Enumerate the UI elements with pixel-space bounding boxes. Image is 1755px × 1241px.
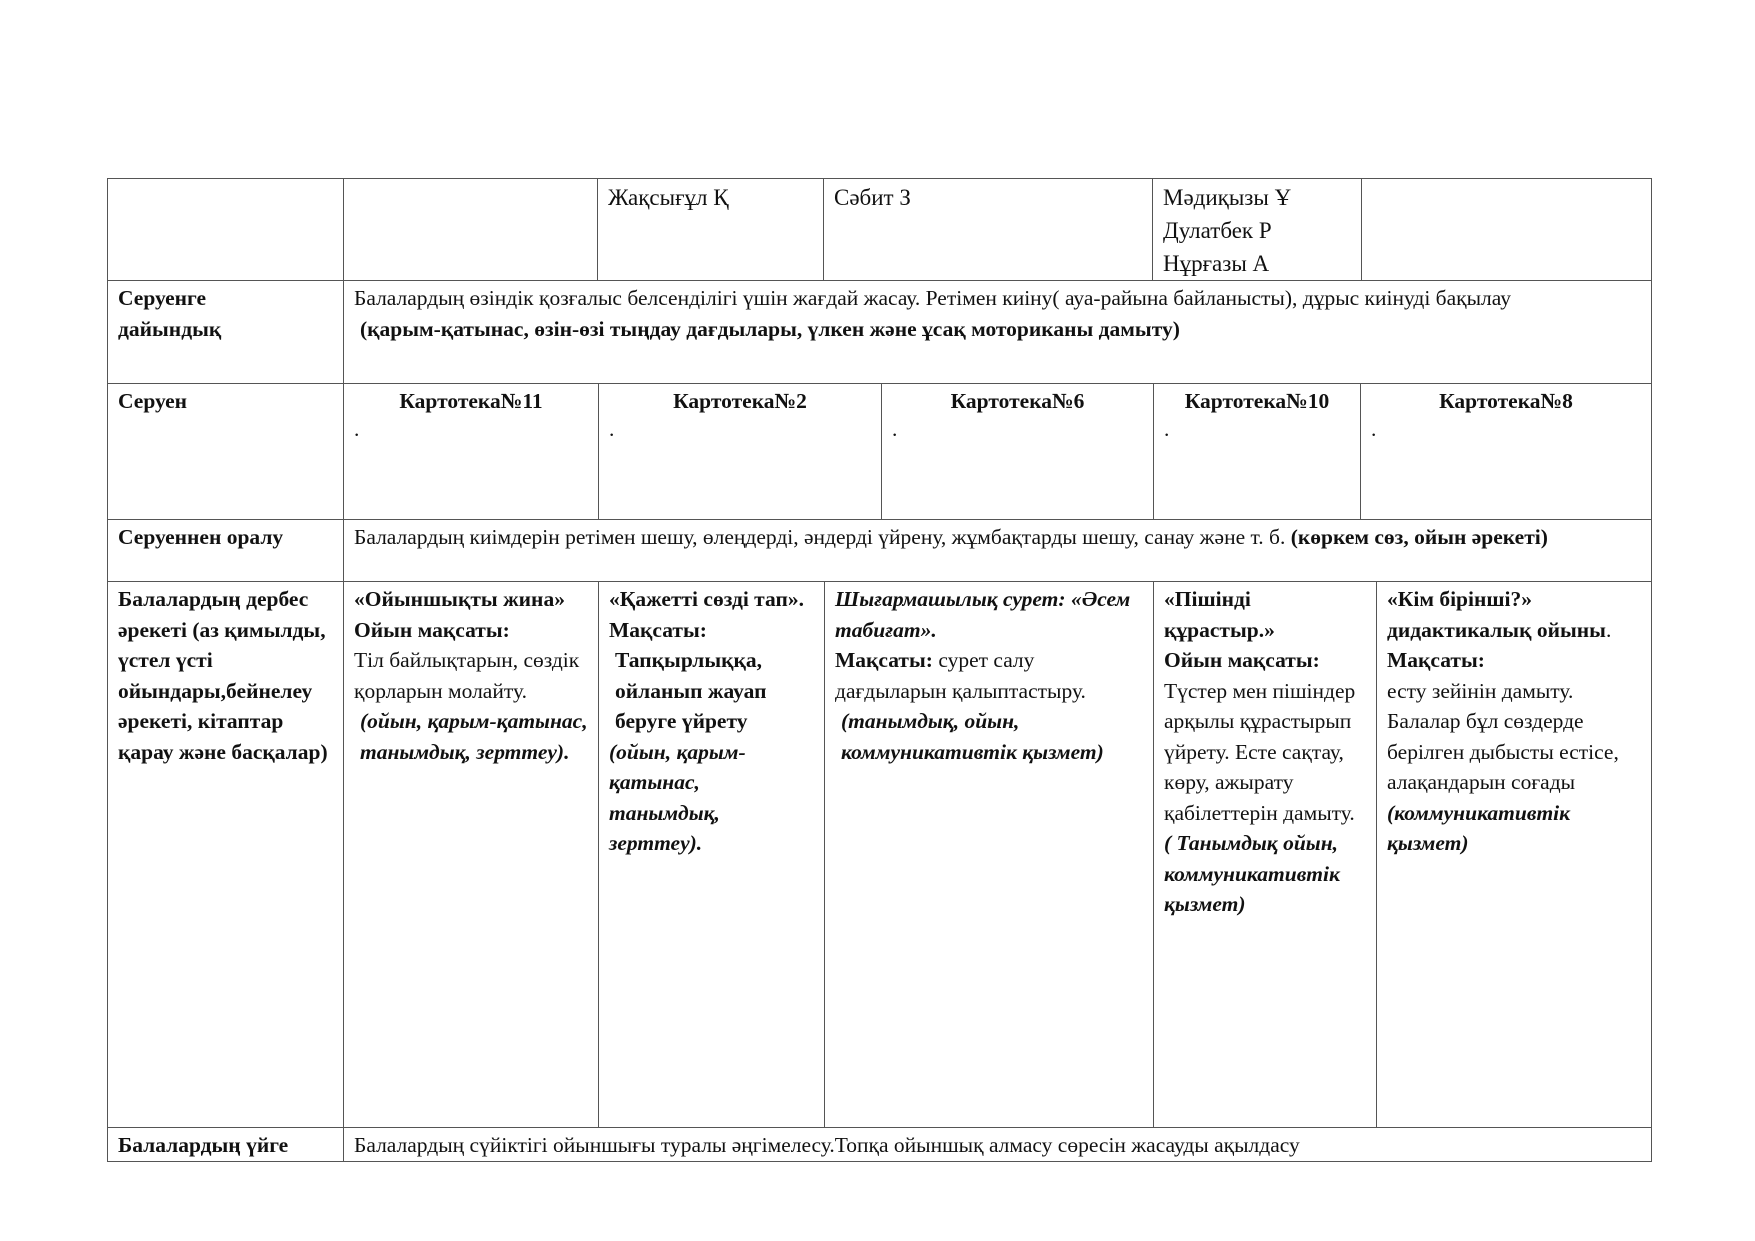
activity-card: «Пішінді құрастыр.» Ойын мақсаты: Түстер мен пішіндер арқылы құрастырып үйрету. Есте сақтау, көру, ажырату қабілеттерін дамыту. ( Танымдық ойын, коммуникативтік қызмет) <box>1153 582 1376 1127</box>
preparation-note: (қарым-қатынас, өзін-өзі тыңдау дағдылары, үлкен және ұсақ моториканы дамыту) <box>360 316 1180 341</box>
walk-card: Картотека№8 . <box>1360 384 1651 519</box>
activity-card: «Қажетті сөзді тап». Мақсаты: Тапқырлыққа, ойланып жауап беруге үйрету (ойын, қарым-қатынас, танымдық, зерттеу). <box>598 582 824 1127</box>
row-label: Балалардың дербес әрекеті (аз қимылды, үстел үсті ойындары,бейнелеу әрекеті, кітаптар қарау және басқалар) <box>108 582 344 1128</box>
independent-cards <box>344 582 1652 1128</box>
return-row <box>108 520 1652 582</box>
name-cell <box>824 179 1153 281</box>
row-label: Серуен <box>108 384 344 520</box>
walk-card: Картотека№11 . <box>354 389 543 441</box>
home-text: Балалардың сүйіктігі ойыншығы туралы әңгімелесу.Топқа ойыншық алмасу сөресін жасауды ақылдасу <box>344 1128 1652 1162</box>
return-text: Балалардың киімдерін ретімен шешу, өлеңдерді, әндерді үйрену, жұмбақтарды шешу, санау және т. б. <box>354 525 1286 549</box>
child-name: Дулатбек Р <box>1163 218 1272 243</box>
activity-card: Шығармашылық сурет: «Әсем табиғат». Мақсаты: сурет салу дағдыларын қалыптастыру. (танымдық, ойын, коммуникативтік қызмет) <box>824 582 1153 1127</box>
walk-row <box>108 384 1652 520</box>
row-label: Серуеннен оралу <box>108 520 344 582</box>
walk-card: Картотека№10 . <box>1153 384 1360 519</box>
preparation-row <box>108 281 1652 384</box>
row-label: Балалардың үйге <box>108 1128 344 1162</box>
empty-cell <box>344 179 598 281</box>
child-name: Нұрғазы А <box>1163 251 1270 276</box>
walk-card: Картотека№2 . <box>598 384 881 519</box>
plan-table <box>107 178 1652 1162</box>
activity-card: «Ойыншықты жина» Ойын мақсаты: Тіл байлықтарын, сөздік қорларын молайту. (ойын, қарым-қатынас, танымдық, зерттеу). <box>354 587 588 764</box>
names-row <box>108 179 1652 281</box>
empty-cell <box>108 179 344 281</box>
preparation-content <box>344 281 1652 384</box>
return-note: (көркем сөз, ойын әрекеті) <box>1290 525 1548 549</box>
child-name: Жақсығұл Қ <box>608 185 729 210</box>
child-name: Сәбит З <box>834 185 911 210</box>
independent-row <box>108 582 1652 1128</box>
empty-cell <box>1362 179 1652 281</box>
child-name: Мәдиқызы Ұ <box>1163 185 1292 210</box>
activity-card: «Кім бірінші?» дидактикалық ойыны. Мақсаты: есту зейінін дамыту. Балалар бұл сөздерде берілген дыбысты естісе, алақандарын соғады (коммуникативтік қызмет) <box>1376 582 1651 1127</box>
name-cell <box>1153 179 1362 281</box>
row-label: Серуенге дайындық <box>108 281 344 384</box>
home-row <box>108 1128 1652 1162</box>
return-content <box>344 520 1652 582</box>
walk-cards <box>344 384 1652 520</box>
name-cell <box>598 179 824 281</box>
walk-card: Картотека№6 . <box>881 384 1153 519</box>
preparation-text: Балалардың өзіндік қозғалыс белсенділігі үшін жағдай жасау. Ретімен киіну( ауа-райына байланысты), дұрыс киінуді бақылау <box>354 286 1511 310</box>
